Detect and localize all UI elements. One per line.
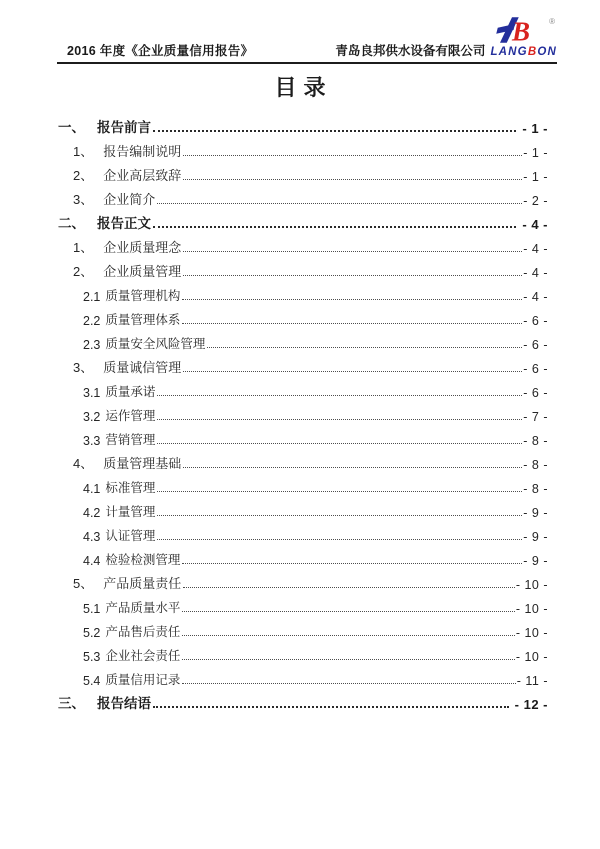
toc-entry [58, 328, 548, 352]
dot-leader [182, 635, 514, 636]
toc-entry-number: 2.1 [83, 290, 101, 304]
toc-entry-page: - 8 - [523, 458, 548, 472]
dot-leader [153, 706, 509, 708]
dot-leader [153, 226, 516, 228]
toc-entry-title: 产品质量责任 [103, 576, 182, 591]
toc-entry [58, 208, 548, 232]
toc-entry [58, 520, 548, 544]
toc-entry-title: 报告编制说明 [103, 144, 182, 159]
toc-entry-number: 4.4 [83, 554, 101, 568]
toc-entry-number: 3.2 [83, 410, 101, 424]
dot-leader [182, 611, 514, 612]
dot-leader [157, 491, 522, 492]
dot-leader [183, 587, 515, 588]
dot-leader [183, 155, 522, 156]
toc-entry-page: - 11 - [516, 674, 548, 688]
toc-entry [58, 592, 548, 616]
toc-entry-number: 2.2 [83, 314, 101, 328]
toc-entry [58, 424, 548, 448]
toc-entry-title: 企业质量理念 [103, 240, 182, 255]
toc-entry-number: 2.3 [83, 338, 101, 352]
langbon-wordmark: LANGBON [490, 46, 557, 58]
toc-entry-title: 产品质量水平 [105, 601, 181, 615]
toc-entry [58, 616, 548, 640]
toc-entry-title: 报告结语 [97, 696, 151, 711]
toc-entry-number: 4.2 [83, 506, 101, 520]
dot-leader [182, 323, 522, 324]
toc-entry-title: 质量安全风险管理 [105, 337, 206, 351]
dot-leader [207, 347, 522, 348]
toc-entry-page: - 9 - [523, 530, 548, 544]
dot-leader [157, 395, 522, 396]
toc-entry [58, 256, 548, 280]
toc-entry-page: - 1 - [523, 170, 548, 184]
dot-leader [157, 443, 522, 444]
dot-leader [183, 179, 522, 180]
toc-entry-number: 5.2 [83, 626, 101, 640]
toc-entry-title: 企业社会责任 [105, 649, 181, 663]
toc-entry-page: - 4 - [523, 290, 548, 304]
toc-entry-number: 2、 [73, 264, 94, 279]
toc-entry-page: - 6 - [523, 338, 548, 352]
toc-entry-page: - 9 - [523, 554, 548, 568]
dot-leader [157, 203, 522, 204]
dot-leader [157, 419, 522, 420]
toc-entry-page: - 2 - [523, 194, 548, 208]
toc-entry-title: 质量承诺 [105, 385, 156, 399]
toc-entry [58, 304, 548, 328]
toc-entry-number: 2、 [73, 168, 94, 183]
dot-leader [183, 371, 522, 372]
toc-entry-page: - 10 - [515, 650, 548, 664]
toc-entry [58, 544, 548, 568]
toc-entry-number: 二、 [58, 216, 85, 231]
toc-entry-title: 质量信用记录 [105, 673, 181, 687]
toc-entry-page: - 6 - [523, 386, 548, 400]
toc-entry-number: 3.1 [83, 386, 101, 400]
dot-leader [183, 275, 522, 276]
toc-entry [58, 352, 548, 376]
dot-leader [183, 251, 522, 252]
toc-entry [58, 640, 548, 664]
toc-entry-number: 3.3 [83, 434, 101, 448]
page-header [57, 0, 557, 64]
toc-entry-number: 3、 [73, 192, 94, 207]
company-name: 青岛良邦供水设备有限公司 [335, 44, 486, 58]
dot-leader [182, 563, 522, 564]
toc-entry-number: 3、 [73, 360, 94, 375]
toc-entry-title: 认证管理 [105, 529, 156, 543]
toc-entry [58, 472, 548, 496]
toc-entry-page: - 10 - [515, 602, 548, 616]
toc-entry-title: 质量管理机构 [105, 289, 181, 303]
toc-entry [58, 448, 548, 472]
toc-entry [58, 664, 548, 688]
toc-entry [58, 184, 548, 208]
toc-entry-title: 标准管理 [105, 481, 156, 495]
langbon-logo-icon [495, 15, 541, 45]
toc-entry-page: - 9 - [523, 506, 548, 520]
toc-entry [58, 688, 548, 712]
toc-entry-title: 检验检测管理 [105, 553, 181, 567]
toc-entry-number: 4.3 [83, 530, 101, 544]
toc-entry-page: - 8 - [523, 434, 548, 448]
toc-entry [58, 280, 548, 304]
toc-entry-number: 5.3 [83, 650, 101, 664]
toc-entry [58, 136, 548, 160]
toc-entry-page: - 4 - [523, 266, 548, 280]
toc-entry [58, 232, 548, 256]
toc-entry-title: 报告前言 [97, 120, 151, 135]
dot-leader [157, 539, 522, 540]
toc-entry-title: 企业简介 [103, 192, 156, 207]
toc-entry [58, 112, 548, 136]
dot-leader [182, 683, 515, 684]
toc-entry [58, 568, 548, 592]
toc-entry-number: 1、 [73, 144, 94, 159]
toc-entry-number: 5.4 [83, 674, 101, 688]
table-of-contents [58, 112, 548, 712]
toc-entry-page: - 4 - [522, 217, 548, 232]
toc-entry [58, 400, 548, 424]
toc-entry-page: - 8 - [523, 482, 548, 496]
dot-leader [153, 130, 516, 132]
toc-entry-title: 企业质量管理 [103, 264, 182, 279]
toc-entry-number: 5.1 [83, 602, 101, 616]
toc-entry-page: - 1 - [522, 121, 548, 136]
report-title: 2016 年度《企业质量信用报告》 [67, 44, 254, 58]
toc-entry-page: - 10 - [515, 578, 548, 592]
toc-entry-title: 质量管理体系 [105, 313, 181, 327]
toc-entry-number: 5、 [73, 576, 94, 591]
toc-entry-number: 一、 [58, 120, 85, 135]
toc-entry-title: 运作管理 [105, 409, 156, 423]
toc-entry-page: - 7 - [523, 410, 548, 424]
toc-entry-page: - 6 - [523, 314, 548, 328]
toc-entry [58, 160, 548, 184]
dot-leader [182, 659, 514, 660]
dot-leader [182, 299, 522, 300]
dot-leader [157, 515, 522, 516]
toc-entry-title: 营销管理 [105, 433, 156, 447]
toc-entry-number: 三、 [58, 696, 85, 711]
toc-entry-title: 报告正文 [97, 216, 151, 231]
toc-entry-title: 产品售后责任 [105, 625, 181, 639]
toc-entry-page: - 6 - [523, 362, 548, 376]
toc-entry-number: 4.1 [83, 482, 101, 496]
toc-entry-title: 质量诚信管理 [103, 360, 182, 375]
page-title: 目录 [274, 75, 333, 100]
toc-entry-number: 1、 [73, 240, 94, 255]
toc-entry [58, 376, 548, 400]
toc-entry-page: - 1 - [523, 146, 548, 160]
toc-entry-title: 计量管理 [105, 505, 156, 519]
dot-leader [183, 467, 522, 468]
toc-entry-page: - 10 - [515, 626, 548, 640]
registered-trademark-icon: ® [549, 17, 555, 26]
toc-entry-page: - 12 - [514, 697, 548, 712]
toc-entry-number: 4、 [73, 456, 94, 471]
svg-text:B: B [512, 16, 531, 45]
toc-entry-title: 企业高层致辞 [103, 168, 182, 183]
toc-entry-page: - 4 - [523, 242, 548, 256]
toc-entry [58, 496, 548, 520]
toc-entry-title: 质量管理基础 [103, 456, 182, 471]
